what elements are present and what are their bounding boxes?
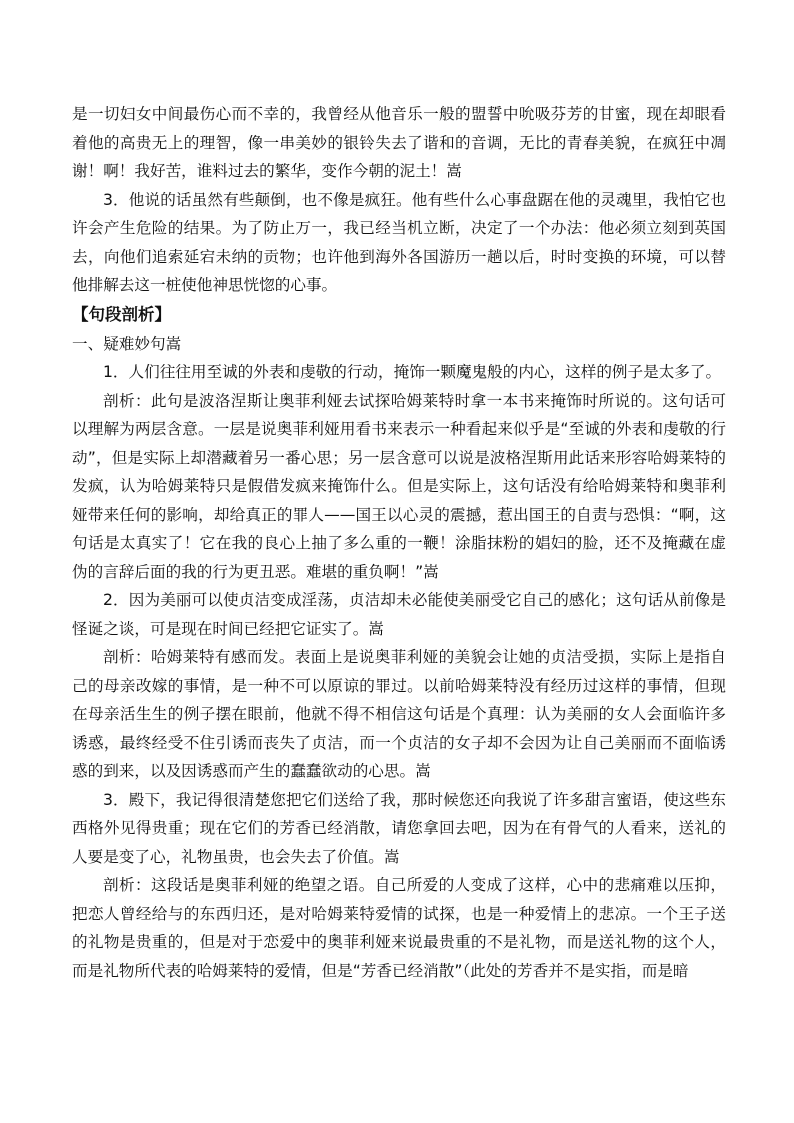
analysis-3: 剖析：这段话是奥菲利娅的绝望之语。自己所爱的人变成了这样，心中的悲痛难以压抑，把恋人曾经给与的东西归还，是对哈姆莱特爱情的试探，也是一种爱情上的悲凉。一个王子送的礼物是贵重的，但是对于恋爱中的奥菲利娅来说最贵重的不是礼物，而是送礼物的这个人，而是礼物所代表的哈姆莱特的爱情，但是“芳香已经消散”（此处的芳香并不是实指，而是暗 [72, 876, 726, 980]
quote-2: 2．因为美丽可以使贞洁变成淫荡，贞洁却未必能使美丽受它自己的感化；这句话从前像是怪诞之谈，可是现在时间已经把它证实了。嵩 [72, 591, 726, 638]
analysis-1: 剖析：此句是波洛涅斯让奥菲利娅去试探哈姆莱特时拿一本书来掩饰时所说的。这句话可以理解为两层含意。一层是说奥菲利娅用看书来表示一种看起来似乎是“至诚的外表和虔敬的行动”，但是实际上却潜藏着另一番心思；另一层含意可以说是波格涅斯用此话来形容哈姆莱特的发疯，认为哈姆莱特只是假借发疯来掩饰什么。但是实际上，这句话没有给哈姆莱特和奥菲利娅带来任何的影响，却给真正的罪人——国王以心灵的震撼，惹出国王的自责与恐惧：“啊，这句话是太真实了！它在我的良心上抽了多么重的一鞭！涂脂抹粉的娼妇的脸，还不及掩藏在虚伪的言辞后面的我的行为更丑恶。难堪的重负啊！”嵩 [72, 391, 726, 581]
quote-3: 3．殿下，我记得很清楚您把它们送给了我，那时候您还向我说了许多甜言蜜语，使这些东西格外见得贵重；现在它们的芳香已经消散，请您拿回去吧，因为在有骨气的人看来，送礼的人要是变了心，礼物虽贵，也会失去了价值。嵩 [72, 790, 726, 866]
section-heading: 【句段剖析】 [72, 304, 171, 324]
quote-1: 1．人们往往用至诚的外表和虔敬的行动，掩饰一颗魔鬼般的内心，这样的例子是太多了。 [103, 363, 722, 381]
document-page [72, 100, 726, 985]
paragraph-item-3: 3．他说的话虽然有些颠倒，也不像是疯狂。他有些什么心事盘踞在他的灵魂里，我怕它也许会产生危险的结果。为了防止万一，我已经当机立断，决定了一个办法：他必须立刻到英国去，向他们追索延宕未纳的贡物；也许他到海外各国游历一趟以后，时时变换的环境，可以替他排解去这一桩使他神思恍惚的心事。 [72, 190, 726, 294]
analysis-2: 剖析：哈姆莱特有感而发。表面上是说奥菲利娅的美貌会让她的贞洁受损，实际上是指自己的母亲改嫁的事情，是一种不可以原谅的罪过。以前哈姆莱特没有经历过这样的事情，但现在母亲活生生的例子摆在眼前，他就不得不相信这句话是个真理：认为美丽的女人会面临许多诱惑，最终经受不住引诱而丧失了贞洁，而一个贞洁的女子却不会因为让自己美丽而不面临诱惑的到来，以及因诱惑而产生的蠢蠢欲动的心思。嵩 [72, 648, 726, 780]
paragraph-continued: 是一切妇女中间最伤心而不幸的，我曾经从他音乐一般的盟誓中吮吸芬芳的甘蜜，现在却眼看着他的高贵无上的理智，像一串美妙的银铃失去了谐和的音调，无比的青春美貌，在疯狂中凋谢！啊！我好苦，谁料过去的繁华，变作今朝的泥土！嵩 [72, 105, 726, 180]
section-subheading: 一、疑难妙句嵩 [72, 334, 182, 353]
